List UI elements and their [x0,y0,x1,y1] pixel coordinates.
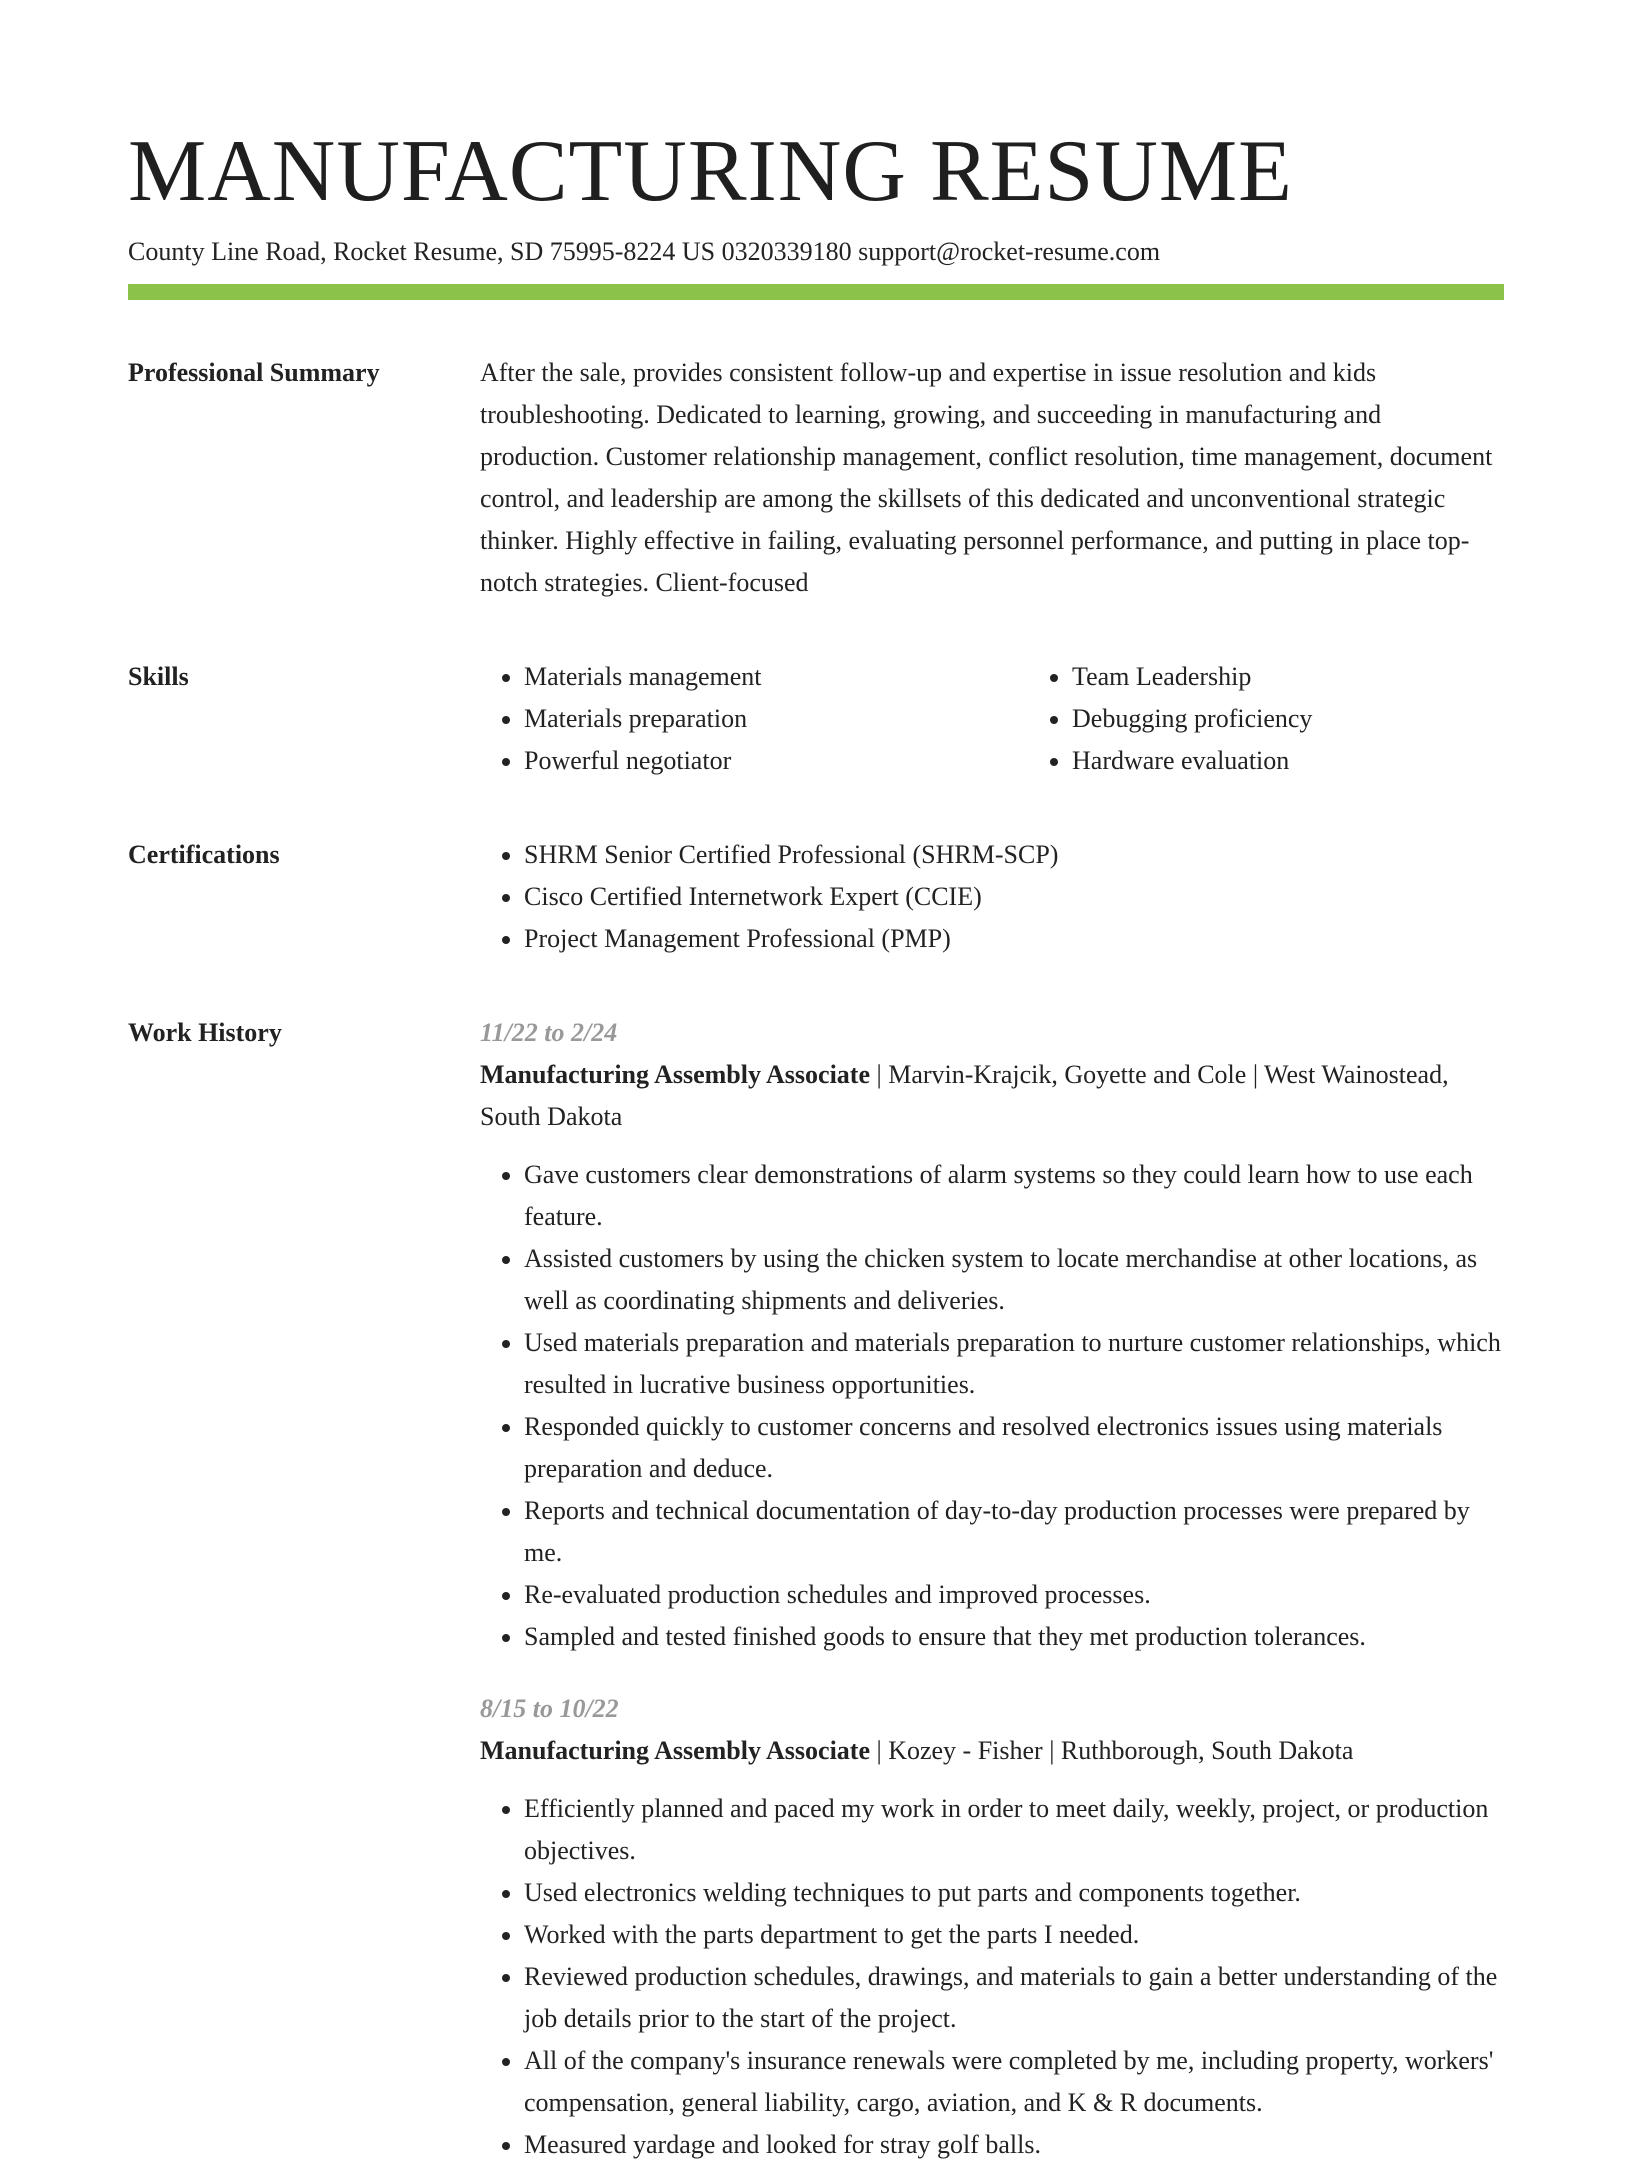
skills-column-right [1028,656,1576,782]
job-bullet: • Measured yardage and looked for stray golf balls. [524,2124,1504,2166]
job-bullets [480,1154,1504,1658]
job-bullets [480,1788,1504,2166]
job-dates: 8/15 to 10/22 [480,1694,619,1723]
skill-item: • Materials management [524,656,1028,698]
job-bullet: • Reviewed production schedules, drawings, and materials to gain a better understanding of the job details prior to the start of the project. [524,1956,1504,2040]
skills-column-left [480,656,1028,782]
certification-item: • Project Management Professional (PMP) [524,918,1504,960]
job-entry [480,1688,1504,2166]
section-heading-skills: Skills [128,662,189,691]
job-employer-location: | Marvin-Krajcik, Goyette and Cole | West Wainostead, South Dakota [480,1060,1449,1131]
job-employer-location: | Kozey - Fisher | Ruthborough, South Dakota [870,1736,1354,1765]
section-heading-certifications: Certifications [128,840,280,869]
contact-line: County Line Road, Rocket Resume, SD 75995-8224 US 0320339180 support@rocket-resume.com [128,237,1161,266]
summary-section [128,352,1504,604]
job-header [480,1054,1504,1138]
job-bullet: • Worked with the parts department to get the parts I needed. [524,1914,1504,1956]
skill-item: • Hardware evaluation [1072,740,1576,782]
job-bullet: • Responded quickly to customer concerns and resolved electronics issues using materials preparation and deduce. [524,1406,1504,1490]
job-bullet: • Used materials preparation and materials preparation to nurture customer relationships, which resulted in lucrative business opportunities. [524,1322,1504,1406]
section-heading-work-history: Work History [128,1018,282,1047]
skill-item: • Debugging proficiency [1072,698,1576,740]
job-bullet: • Sampled and tested finished goods to ensure that they met production tolerances. [524,1616,1504,1658]
skills-list [480,656,1576,782]
job-bullet: • Reports and technical documentation of day-to-day production processes were prepared by me. [524,1490,1504,1574]
job-title: Manufacturing Assembly Associate [480,1060,870,1089]
job-header [480,1730,1504,1772]
skill-item: • Team Leadership [1072,656,1576,698]
job-bullet: • Assisted customers by using the chicken system to locate merchandise at other locations, as well as coordinating shipments and deliveries. [524,1238,1504,1322]
work-history-section [128,1012,1504,2166]
job-bullet: • All of the company's insurance renewals were completed by me, including property, workers' compensation, general liability, cargo, aviation, and K & R documents. [524,2040,1504,2124]
job-dates: 11/22 to 2/24 [480,1018,618,1047]
job-bullet: • Re-evaluated production schedules and improved processes. [524,1574,1504,1616]
certifications-list [480,834,1504,960]
job-bullet: • Gave customers clear demonstrations of alarm systems so they could learn how to use each feature. [524,1154,1504,1238]
certification-item: • Cisco Certified Internetwork Expert (CCIE) [524,876,1504,918]
job-title: Manufacturing Assembly Associate [480,1736,870,1765]
work-history-list [480,1012,1504,2166]
section-heading-summary: Professional Summary [128,358,380,387]
job-entry [480,1012,1504,1658]
certifications-bullets [480,834,1504,960]
summary-text: After the sale, provides consistent follow-up and expertise in issue resolution and kids troubleshooting. Dedicated to learning, growing, and succeeding in manufacturing and production. Customer relationship management, conflict resolution, time management, document control, and leadership are among the skillsets of this dedicated and unconventional strategic thinker. Highly effective in failing, evaluating personnel performance, and putting in place top-notch strategies. Client-focused [480,358,1493,597]
job-bullet: • Efficiently planned and paced my work in order to meet daily, weekly, project, or production objectives. [524,1788,1504,1872]
header-divider [128,284,1504,300]
resume-title: MANUFACTURING RESUME [128,123,1293,220]
certification-item: • SHRM Senior Certified Professional (SHRM-SCP) [524,834,1504,876]
skill-item: • Powerful negotiator [524,740,1028,782]
resume-page [128,120,1504,2166]
job-bullet: • Used electronics welding techniques to put parts and components together. [524,1872,1504,1914]
certifications-section [128,834,1504,960]
skills-section [128,656,1504,782]
skill-item: • Materials preparation [524,698,1028,740]
